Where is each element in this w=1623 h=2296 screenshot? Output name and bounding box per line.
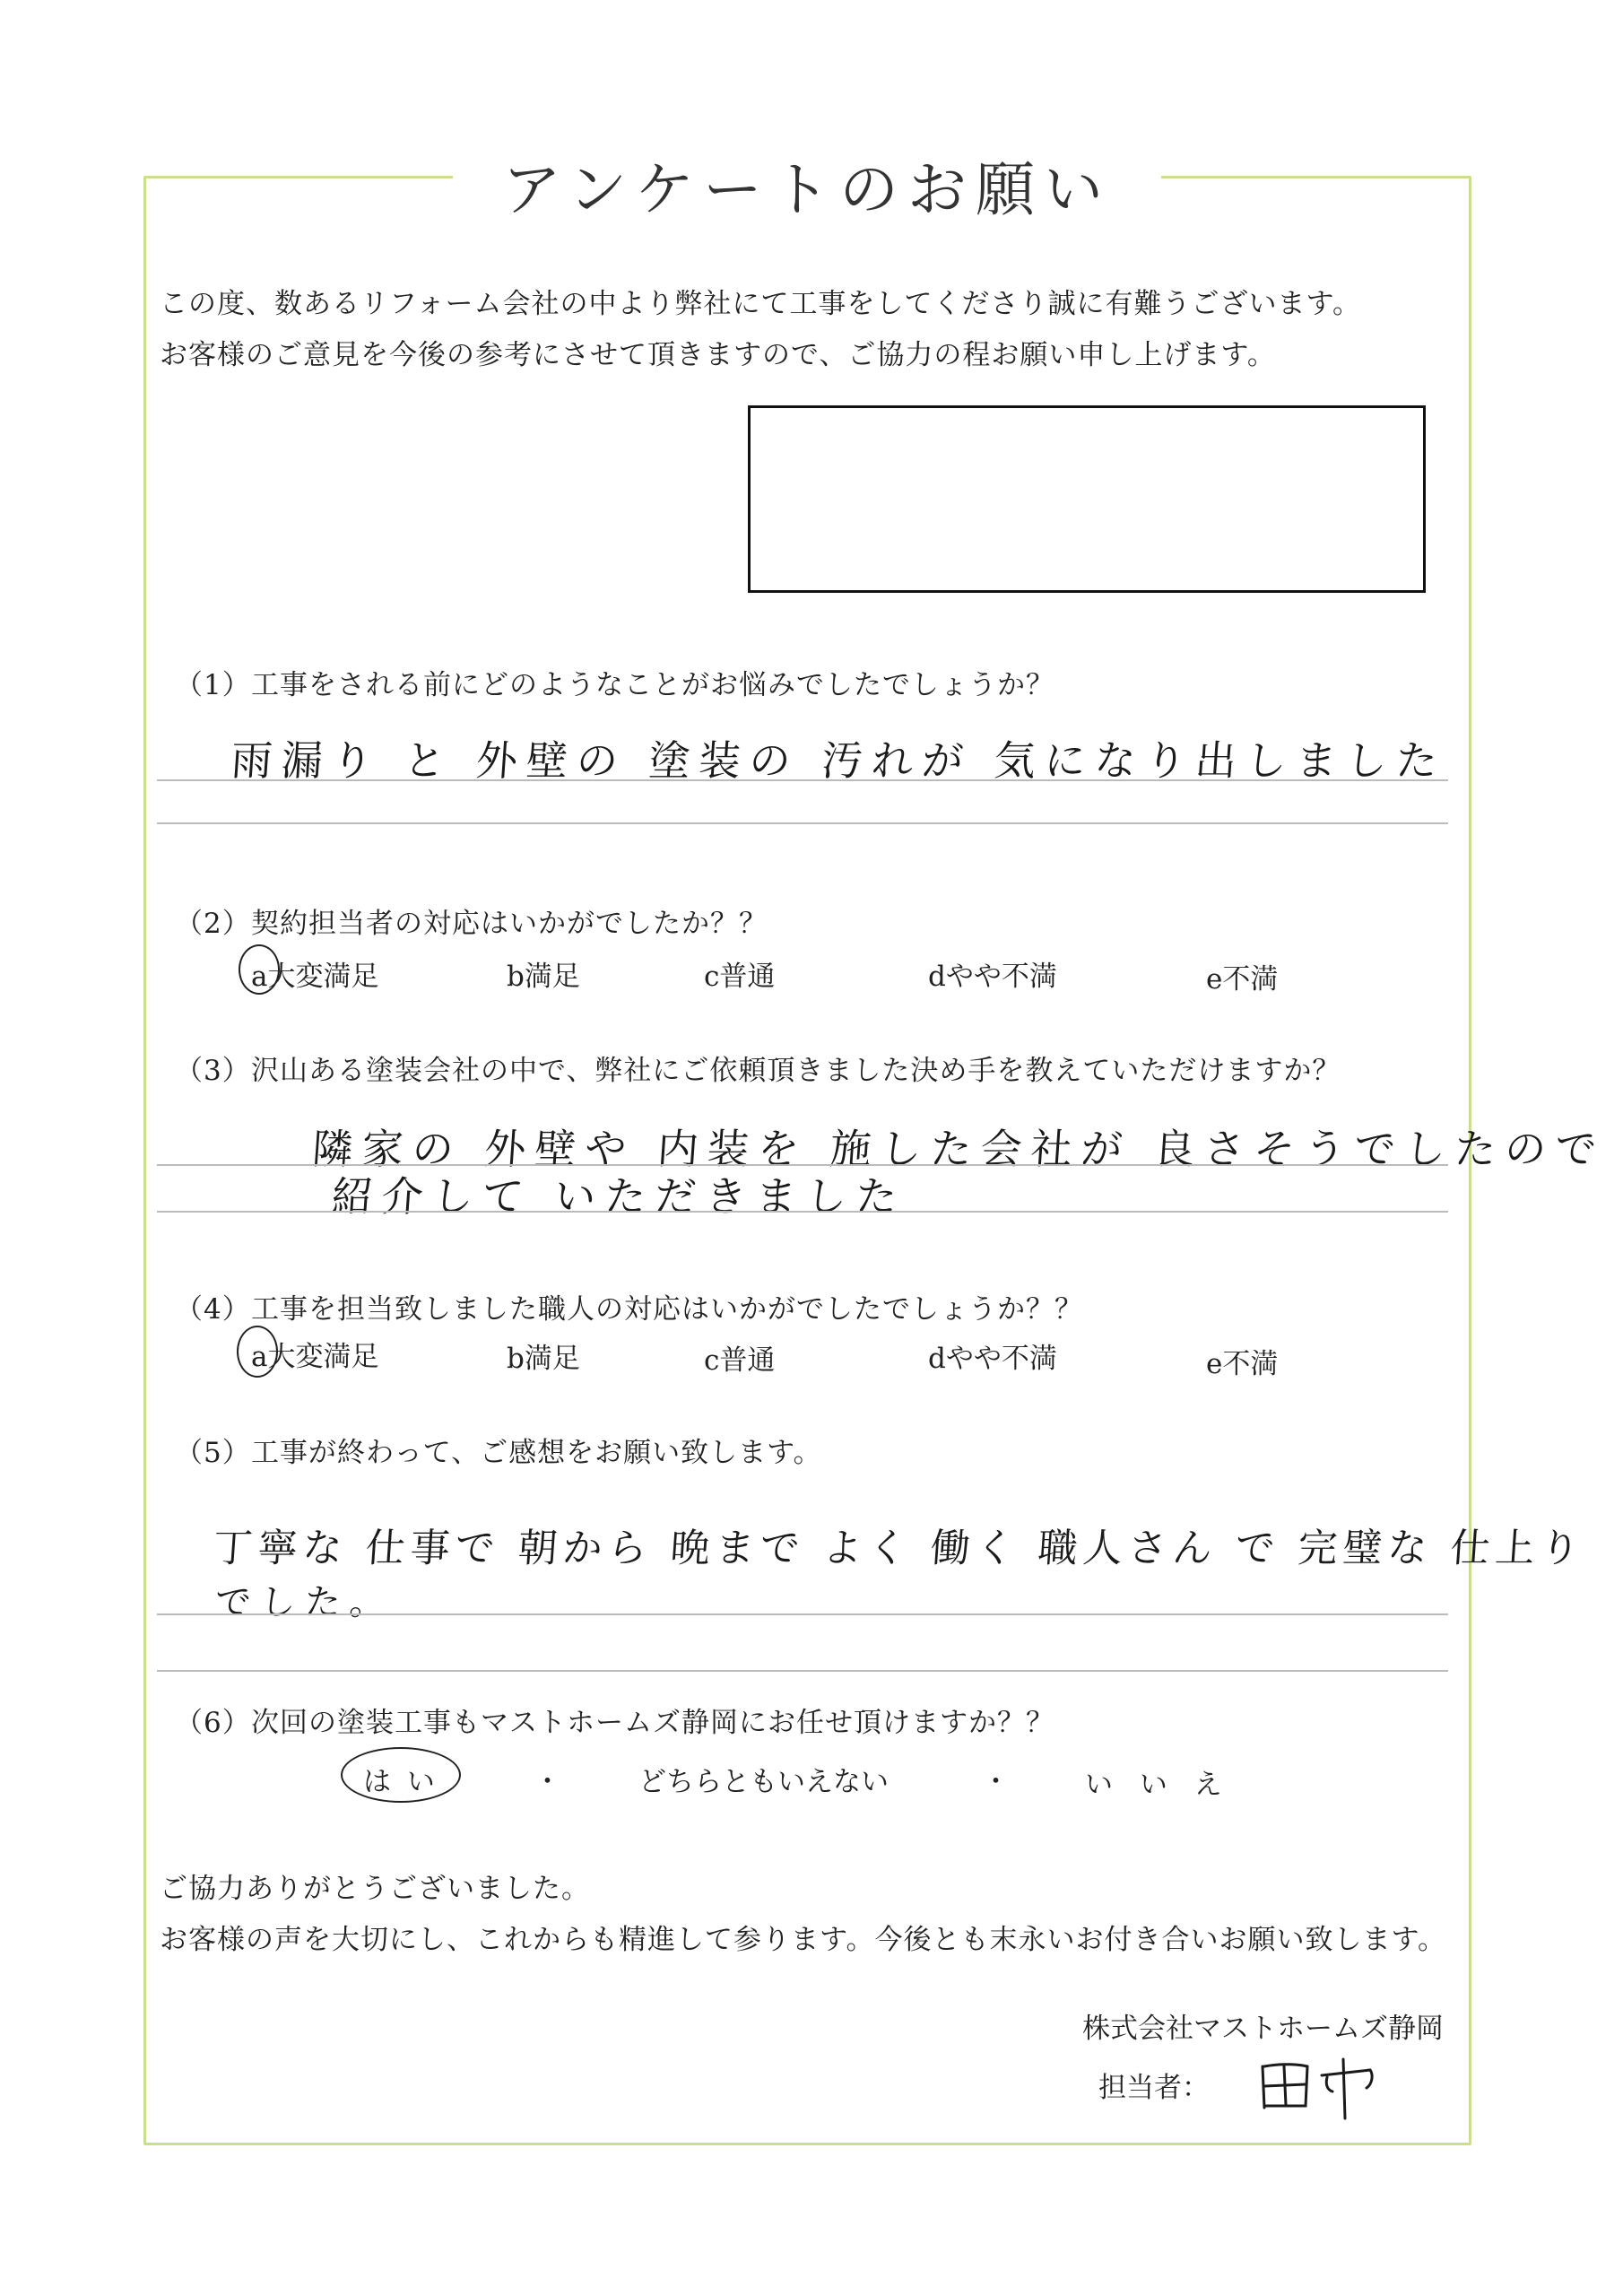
question-5-number: （5） bbox=[175, 1437, 251, 1469]
question-1-number: （1） bbox=[175, 669, 251, 701]
answer-5-line-2: でした。 bbox=[213, 1582, 396, 1623]
q2-option-c[interactable]: c普通 bbox=[704, 961, 776, 993]
answer-5-line-1: 丁寧な 仕事で 朝から 晩まで よく 働く 職人さん で 完璧な 仕上り bbox=[211, 1526, 1587, 1571]
question-2-text: 契約担当者の対応はいかがでしたか？？ bbox=[251, 908, 768, 940]
question-3 bbox=[175, 1048, 1341, 1088]
question-2-number: （2） bbox=[175, 908, 251, 940]
question-6-number: （6） bbox=[175, 1707, 251, 1739]
answer-rule bbox=[157, 1670, 1448, 1672]
q2-option-a[interactable]: a大変満足 bbox=[251, 961, 379, 993]
question-3-number: （3） bbox=[175, 1055, 251, 1087]
question-5-text: 工事が終わって、ご感想をお願い致します。 bbox=[251, 1437, 822, 1469]
q6-selected-circle bbox=[341, 1747, 461, 1803]
tantou-label: 担当者： bbox=[1098, 2072, 1210, 2104]
q2-selected-circle bbox=[239, 944, 280, 995]
company-name: 株式会社マストホームズ静岡 bbox=[1082, 2013, 1444, 2045]
answer-1-line-1: 雨漏り と 外壁の 塗装の 汚れが 気になり出しました bbox=[229, 736, 1448, 785]
q4-option-d[interactable]: dやや不満 bbox=[928, 1343, 1057, 1375]
question-1 bbox=[175, 662, 1055, 702]
question-5 bbox=[175, 1430, 822, 1470]
question-4-number: （4） bbox=[175, 1293, 251, 1326]
answer-3-line-1: 隣家の 外壁や 内装を 施した会社が 良さそうでしたので bbox=[309, 1125, 1608, 1173]
q2-option-e[interactable]: e不満 bbox=[1206, 963, 1279, 996]
question-6-text: 次回の塗装工事もマストホームズ静岡にお任せ頂けますか？？ bbox=[251, 1707, 1055, 1739]
q6-option-yes[interactable]: は い bbox=[363, 1766, 438, 1798]
answer-rule bbox=[157, 779, 1448, 781]
page-title: アンケートのお願い bbox=[501, 155, 1113, 224]
question-4-text: 工事を担当致しました職人の対応はいかがでしたでしょうか？？ bbox=[251, 1293, 1083, 1326]
footer-message: お客様の声を大切にし、これからも精進して参ります。今後とも末永いお付き合いお願い致します。 bbox=[160, 1924, 1447, 1956]
intro-line-2: お客様のご意見を今後の参考にさせて頂きますので、ご協力の程お願い申し上げます。 bbox=[160, 339, 1276, 371]
q4-option-b[interactable]: b満足 bbox=[507, 1343, 580, 1375]
q2-option-d[interactable]: dやや不満 bbox=[928, 961, 1057, 993]
answer-rule bbox=[157, 1613, 1448, 1615]
question-3-text: 沢山ある塗装会社の中で、弊社にご依頼頂きました決め手を教えていただけますか？ bbox=[251, 1055, 1341, 1087]
q4-option-e[interactable]: e不満 bbox=[1206, 1348, 1279, 1380]
q4-option-c[interactable]: c普通 bbox=[704, 1344, 776, 1377]
q4-option-a[interactable]: a大変満足 bbox=[251, 1341, 379, 1373]
customer-name-redaction-box bbox=[748, 405, 1426, 593]
question-4 bbox=[175, 1286, 1083, 1326]
q4-selected-circle bbox=[237, 1326, 278, 1378]
q6-separator: ・ bbox=[982, 1766, 1010, 1798]
handwritten-signature bbox=[1255, 2054, 1390, 2129]
q6-separator: ・ bbox=[534, 1766, 561, 1798]
question-6 bbox=[175, 1700, 1055, 1740]
footer-thanks: ご協力ありがとうございました。 bbox=[160, 1873, 590, 1905]
q6-option-no[interactable]: い い え bbox=[1085, 1769, 1231, 1801]
answer-rule bbox=[157, 1211, 1448, 1213]
answer-rule bbox=[157, 822, 1448, 824]
q6-option-neither[interactable]: どちらともいえない bbox=[638, 1766, 889, 1798]
intro-line-1: この度、数あるリフォーム会社の中より弊社にて工事をしてくださり誠に有難うございます。 bbox=[160, 288, 1361, 320]
q2-option-b[interactable]: b満足 bbox=[507, 961, 580, 993]
answer-3-line-2: 紹介して いただきました bbox=[329, 1172, 908, 1221]
question-2 bbox=[175, 900, 768, 941]
question-1-text: 工事をされる前にどのようなことがお悩みでしたでしょうか？ bbox=[251, 669, 1055, 701]
